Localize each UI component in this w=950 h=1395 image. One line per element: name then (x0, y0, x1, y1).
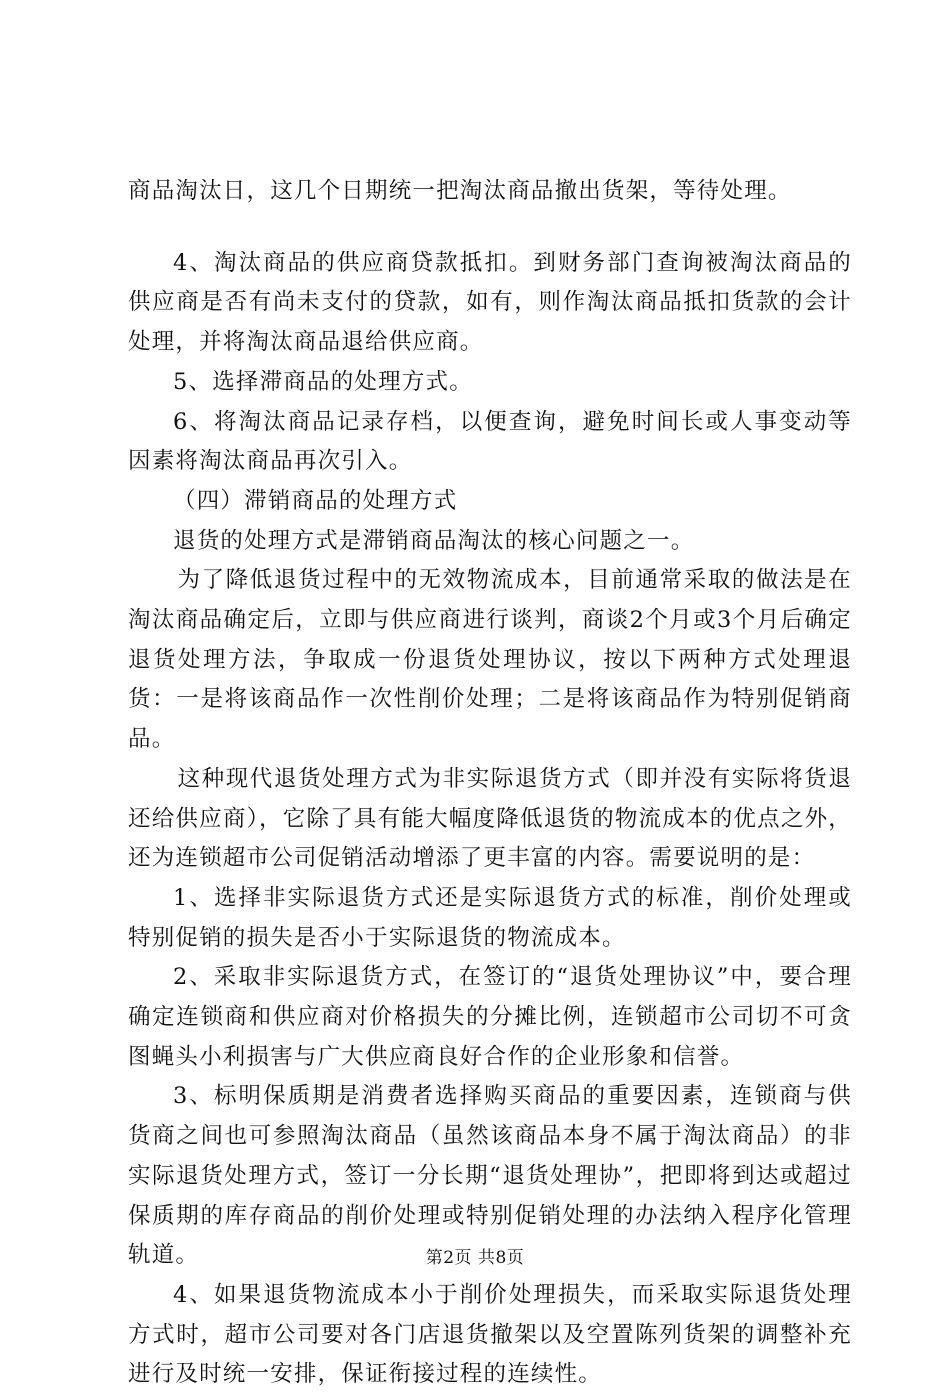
paragraph-item-4-supplier-deduction: 4、淘汰商品的供应商贷款抵扣。到财务部门查询被淘汰商品的供应商是否有尚未支付的贷款，如有，则作淘汰商品抵扣货款的会计处理，并将淘汰商品退给供应商。 (128, 249, 852, 356)
section-heading-slow-moving-goods: （四）滞销商品的处理方式 (173, 487, 458, 514)
paragraph-note-3: 3、标明保质期是消费者选择购买商品的重要因素，连锁商与供货商之间也可参照淘汰商品（虽然该商品本身不属于淘汰商品）的非实际退货处理方式，签订一分长期“退货处理协”，把即将到达或超过保质期的库存商品的削价处理或特别促销处理的办法纳入程序化管理轨道。 (128, 1083, 852, 1269)
page-number-footer: 第2页 共8页 (425, 1248, 525, 1268)
paragraph-item-5-select-method: 5、选择滞商品的处理方式。 (173, 368, 473, 395)
paragraph-return-core-issue: 退货的处理方式是滞销商品淘汰的核心问题之一。 (173, 527, 695, 554)
paragraph-non-actual-return: 这种现代退货处理方式为非实际退货方式（即并没有实际将货退还给供应商），它除了具有能大幅度降低退货的物流成本的优点之外，还为连锁超市公司促销活动增添了更丰富的内容。需要说明的是： (128, 765, 852, 872)
paragraph-continuation: 商品淘汰日，这几个日期统一把淘汰商品撤出货架，等待处理。 (128, 178, 792, 204)
paragraph-note-1: 1、选择非实际退货方式还是实际退货方式的标准，削价处理或特别促销的损失是否小于实际退货的物流成本。 (128, 884, 852, 951)
paragraph-note-4: 4、如果退货物流成本小于削价处理损失，而采取实际退货处理方式时，超市公司要对各门店退货撤架以及空置陈列货架的调整补充进行及时统一安排，保证衔接过程的连续性。 (128, 1281, 852, 1388)
paragraph-reduce-logistics-cost: 为了降低退货过程中的无效物流成本，目前通常采取的做法是在淘汰商品确定后，立即与供应商进行谈判，商谈2个月或3个月后确定退货处理方法，争取成一份退货处理协议，按以下两种方式处理退货：一是将该商品作一次性削价处理；二是将该商品作为特别促销商品。 (128, 567, 852, 753)
paragraph-item-6-archive: 6、将淘汰商品记录存档，以便查询，避免时间长或人事变动等因素将淘汰商品再次引入。 (128, 408, 852, 475)
paragraph-note-2: 2、采取非实际退货方式，在签订的“退货处理协议”中，要合理确定连锁商和供应商对价格损失的分摊比例，连锁超市公司切不可贪图蝇头小利损害与广大供应商良好合作的企业形象和信誉。 (128, 964, 852, 1070)
document-body (128, 172, 852, 1395)
